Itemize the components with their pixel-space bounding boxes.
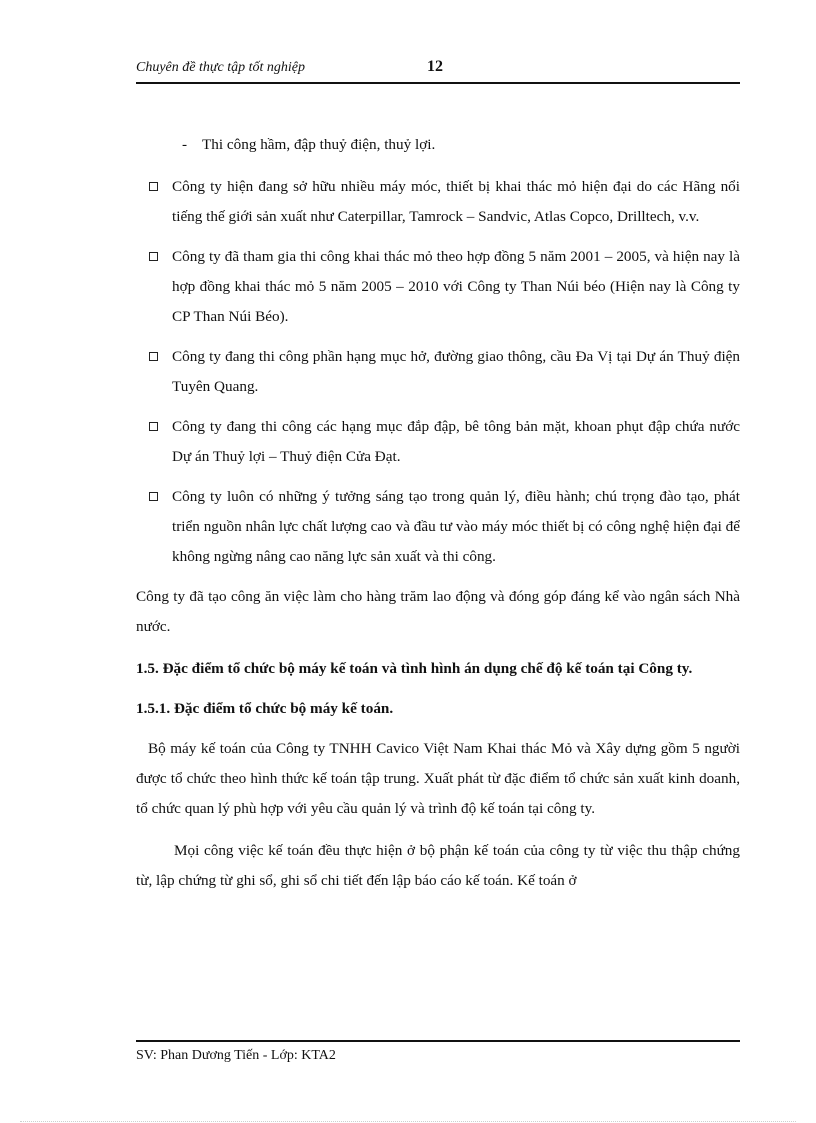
footer-text: SV: Phan Dương Tiến - Lớp: KTA2 xyxy=(136,1048,336,1063)
bullet-item-tuyen-quang xyxy=(136,342,740,402)
square-bullet-icon xyxy=(149,422,158,431)
page-number: 12 xyxy=(427,58,443,75)
bullet-text: Công ty đang thi công phần hạng mục hở, đường giao thông, cầu Đa Vị tại Dự án Thuỷ điện Tuyên Quang. xyxy=(172,348,740,395)
page-bottom-edge xyxy=(20,1121,796,1122)
bullet-text: Công ty đã tham gia thi công khai thác mỏ theo hợp đồng 5 năm 2001 – 2005, và hiện nay là hợp đồng khai thác mỏ 5 năm 2005 – 2010 với Công ty Than Núi béo (Hiện nay là Công ty CP Than Núi Béo). xyxy=(172,248,740,325)
bullet-text: Công ty hiện đang sở hữu nhiều máy móc, thiết bị khai thác mỏ hiện đại do các Hãng nổi tiếng thế giới sản xuất như Caterpillar, Tamrock – Sandvic, Atlas Copco, Drilltech, v.v. xyxy=(172,178,740,225)
paragraph-employment: Công ty đã tạo công ăn việc làm cho hàng trăm lao động và đóng góp đáng kể vào ngân sách Nhà nước. xyxy=(136,588,740,635)
bullet-item-innovation xyxy=(136,482,740,572)
dash-item-text: Thi công hầm, đập thuỷ điện, thuỷ lợi. xyxy=(202,136,436,153)
square-bullet-icon xyxy=(149,182,158,191)
bullet-item-cua-dat xyxy=(136,412,740,472)
header-title: Chuyên đề thực tập tốt nghiệp xyxy=(136,60,305,75)
paragraph-accounting-apparatus: Bộ máy kế toán của Công ty TNHH Cavico Việt Nam Khai thác Mỏ và Xây dựng gồm 5 người được tổ chức theo hình thức kế toán tập trung. Xuất phát từ đặc điểm tổ chức sản xuất kinh doanh, tổ chức quan lý phù hợp với yêu cầu quản lý và trình độ kế toán tại công ty. xyxy=(136,740,740,817)
dash-marker: - xyxy=(182,136,188,153)
bullet-text: Công ty luôn có những ý tưởng sáng tạo trong quản lý, điều hành; chú trọng đào tạo, phát triển nguồn nhân lực chất lượng cao và đầu tư vào máy móc thiết bị có công nghệ hiện đại để không ngừng nâng cao năng lực sản xuất và thi công. xyxy=(172,488,740,565)
bullet-item-mining-contract xyxy=(136,242,740,332)
bullet-text: Công ty đang thi công các hạng mục đắp đập, bê tông bản mặt, khoan phụt đập chứa nước Dự án Thuỷ lợi – Thuỷ điện Cửa Đạt. xyxy=(172,418,740,465)
bullet-item-machinery xyxy=(136,172,740,232)
section-heading-1-5-1: 1.5.1. Đặc điểm tổ chức bộ máy kế toán. xyxy=(136,700,394,717)
page-header xyxy=(136,58,740,84)
section-heading-1-5: 1.5. Đặc điểm tổ chức bộ máy kế toán và tình hình án dụng chế độ kế toán tại Công ty. xyxy=(136,660,693,677)
square-bullet-icon xyxy=(149,352,158,361)
square-bullet-icon xyxy=(149,492,158,501)
page-footer xyxy=(136,1040,740,1063)
page-content xyxy=(136,130,740,908)
dash-list-item xyxy=(182,130,740,160)
paragraph-accounting-work: Mọi công việc kế toán đều thực hiện ở bộ phận kế toán của công ty từ việc thu thập chứng từ, lập chứng từ ghi sổ, ghi sổ chi tiết đến lập báo cáo kế toán. Kế toán ở xyxy=(136,842,740,889)
square-bullet-icon xyxy=(149,252,158,261)
